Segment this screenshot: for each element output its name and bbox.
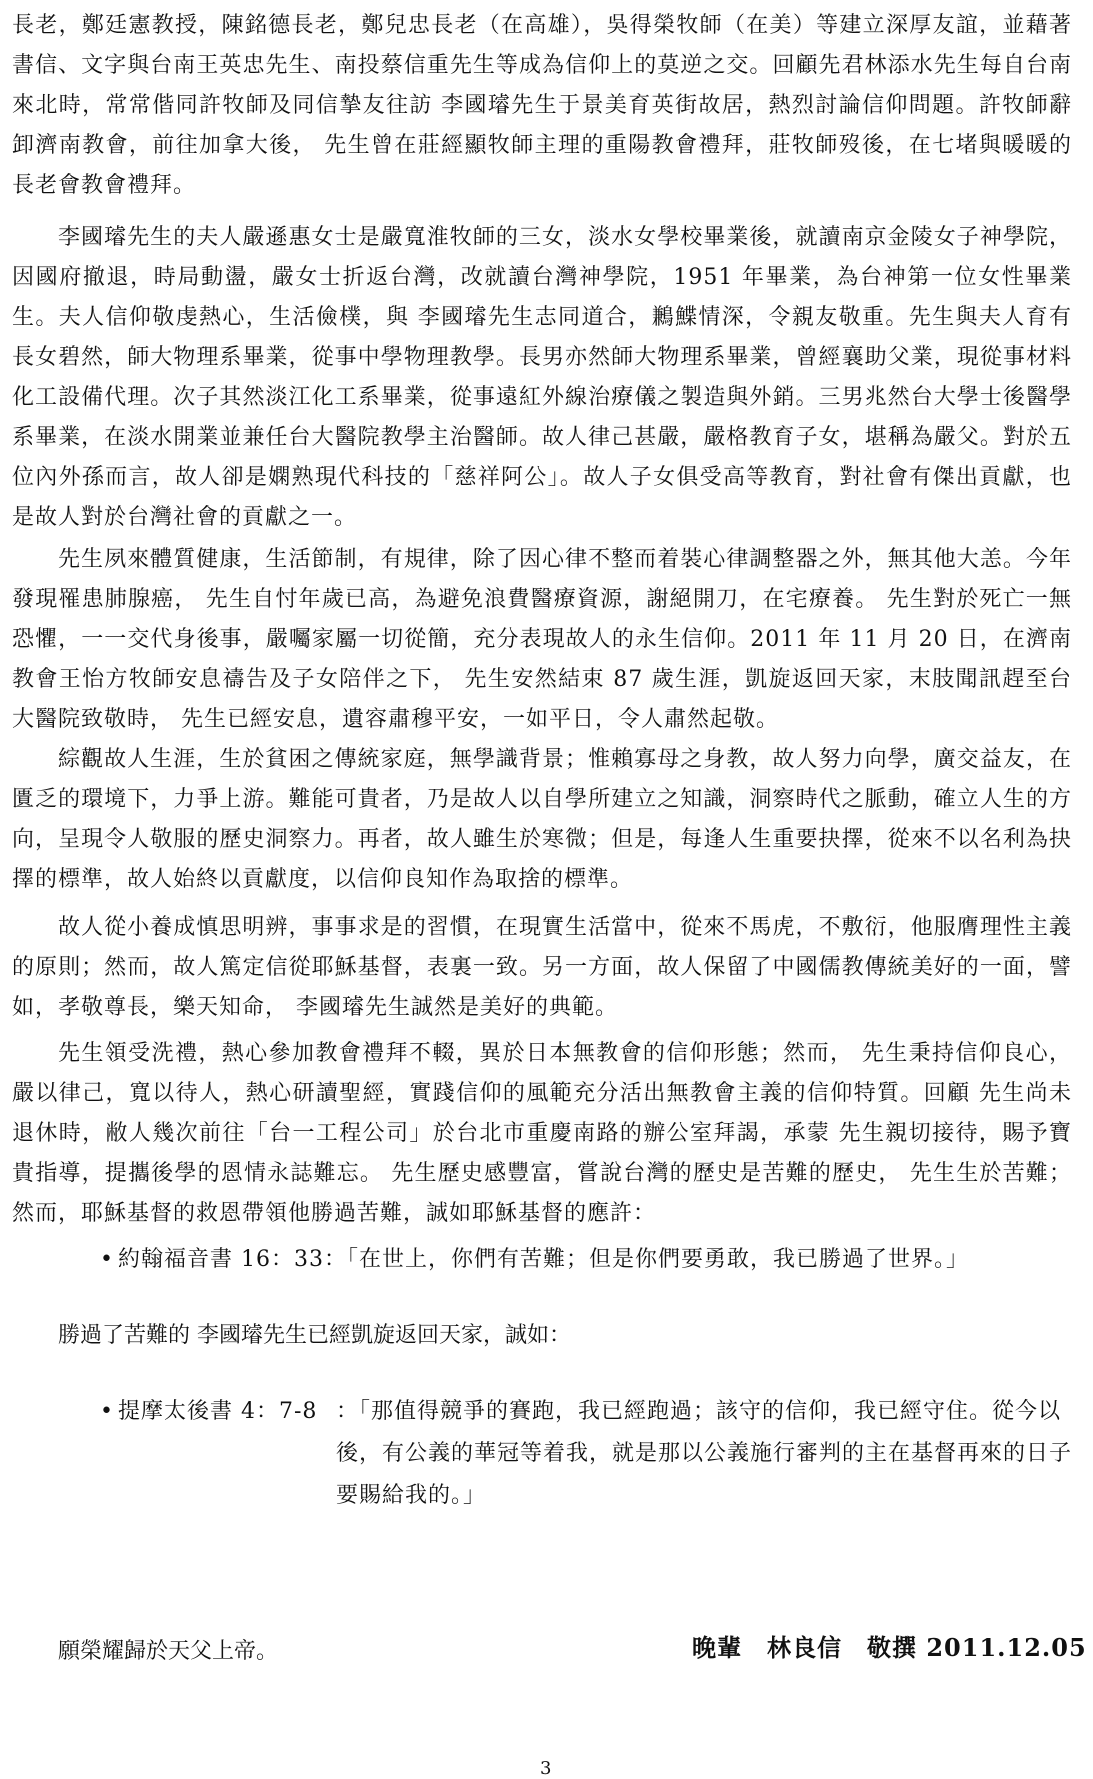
- page-number: 3: [540, 1758, 552, 1779]
- paragraph-friendships: 長老，鄭廷憲教授，陳銘德長老，鄭兒忠長老（在高雄），吳得榮牧師（在美）等建立深厚友誼，並藉著書信、文字與台南王英忠先生、南投蔡信重先生等成為信仰上的莫逆之交。回顧先君林添水先生每自台南來北時，常常偕同許牧師及同信摯友往訪 李國璿先生于景美育英街故居，熱烈討論信仰問題。許牧師辭卸濟南教會，前往加拿大後， 先生曾在莊經顯牧師主理的重陽教會禮拜，莊牧師歿後，在七堵與暖暖的長老會教會禮拜。: [12, 13, 1072, 198]
- verse-john: [100, 1240, 969, 1280]
- paragraph-faith: 先生領受洗禮，熱心參加教會禮拜不輟，異於日本無教會的信仰形態；然而， 先生秉持信仰良心，嚴以律己，寬以待人，熱心研讀聖經，實踐信仰的風範充分活出無教會主義的信仰特質。回顧 先生尚未退休時，敝人幾次前往「台一工程公司」於台北市重慶南路的辦公室拜謁，承蒙 先生親切接待，賜予寶貴指導，提攜後學的恩情永誌難忘。 先生歷史感豐富，嘗說台灣的歷史是苦難的歷史， 先生生於苦難；然而，耶穌基督的救恩帶領他勝過苦難，誠如耶穌基督的應許：: [12, 1041, 1072, 1226]
- verse-timothy-reference: 提摩太後書 4：7-8: [118, 1399, 318, 1424]
- paragraph-family: 李國璿先生的夫人嚴遜惠女士是嚴寬淮牧師的三女，淡水女學校畢業後，就讀南京金陵女子神學院，因國府撤退，時局動盪，嚴女士折返台灣，改就讀台灣神學院，1951 年畢業，為台神第一位女性畢業生。夫人信仰敬虔熱心，生活儉樸，與 李國璿先生志同道合，鶼鰈情深，令親友敬重。先生與夫人育有長女碧然，師大物理系畢業，從事中學物理教學。長男亦然師大物理系畢業，曾經襄助父業，現從事材料化工設備代理。次子其然淡江化工系畢業，從事遠紅外線治療儀之製造與外銷。三男兆然台大學士後醫學系畢業，在淡水開業並兼任台大醫院教學主治醫師。故人律己甚嚴，嚴格教育子女，堪稱為嚴父。對於五位內外孫而言，故人卻是嫻熟現代科技的「慈祥阿公」。故人子女俱受高等教育，對社會有傑出貢獻，也是故人對於台灣社會的貢獻之一。: [12, 225, 1072, 530]
- verse-john-text: 約翰福音書 16：33：「在世上，你們有苦難；但是你們要勇敢，我已勝過了世界。」: [118, 1247, 969, 1272]
- closing-doxology: 願榮耀歸於天父上帝。: [58, 1639, 279, 1664]
- verse-timothy-ref: [100, 1392, 317, 1432]
- paragraph-life-review: 綜觀故人生涯，生於貧困之傳統家庭，無學識背景；惟賴寡母之身教，故人努力向學，廣交益友，在匱乏的環境下，力爭上游。難能可貴者，乃是故人以自學所建立之知識，洞察時代之脈動，確立人生的方向，呈現令人敬服的歷史洞察力。再者，故人雖生於寒微；但是，每逢人生重要抉擇，從來不以名利為抉擇的標準，故人始終以貢獻度，以信仰良知作為取捨的標準。: [12, 747, 1072, 892]
- transition-line: 勝過了苦難的 李國璿先生已經凱旋返回天家，誠如：: [58, 1323, 571, 1348]
- bullet-icon: •: [100, 1247, 114, 1272]
- paragraph-character: 故人從小養成慎思明辨，事事求是的習慣，在現實生活當中，從來不馬虎，不敷衍，他服膺理性主義的原則；然而，故人篤定信從耶穌基督，表裏一致。另一方面，故人保留了中國儒教傳統美好的一面，譬如，孝敬尊長，樂天知命， 李國璿先生誠然是美好的典範。: [12, 915, 1072, 1020]
- verse-timothy-text: ：「那值得競爭的賽跑，我已經跑過；該守的信仰，我已經守住。從今以後，有公義的華冠等着我，就是那以公義施行審判的主在基督再來的日子要賜給我的。」: [336, 1399, 1073, 1508]
- signature-line: 晚輩 林良信 敬撰 2011.12.05: [692, 1633, 1087, 1662]
- paragraph-illness: 先生夙來體質健康，生活節制，有規律，除了因心律不整而着裝心律調整器之外，無其他大恙。今年發現罹患肺腺癌， 先生自忖年歲已高，為避免浪費醫療資源，謝絕開刀，在宅療養。 先生對於死亡一無恐懼，一一交代身後事，嚴囑家屬一切從簡，充分表現故人的永生信仰。2011 年 11 月 20 日，在濟南教會王怡方牧師安息禱告及子女陪伴之下， 先生安然結束 87 歲生涯，凱旋返回天家，末肢聞訊趕至台大醫院致敬時， 先生已經安息，遺容肅穆平安，一如平日，令人肅然起敬。: [12, 547, 1072, 732]
- bullet-icon: •: [100, 1399, 114, 1424]
